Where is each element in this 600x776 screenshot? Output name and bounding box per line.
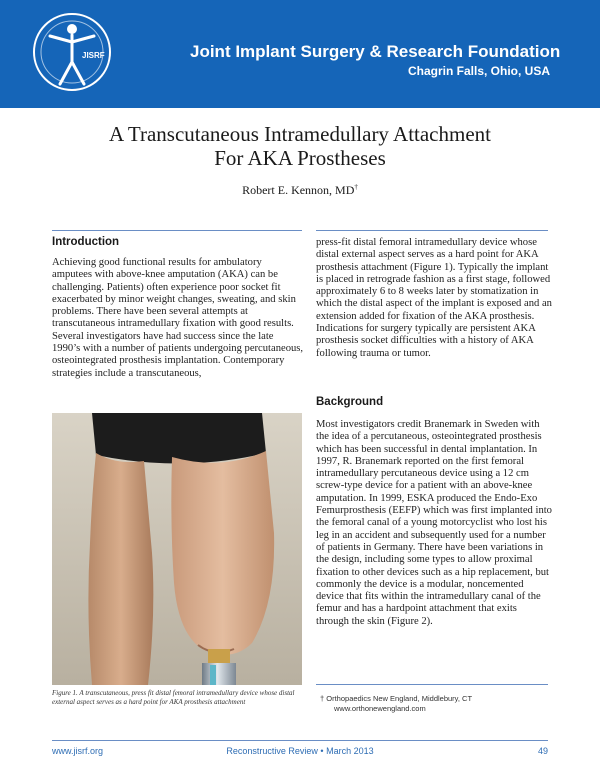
organization-name: Joint Implant Surgery & Research Foundation [190, 42, 561, 61]
footer-journal: Reconstructive Review • March 2013 [226, 746, 374, 756]
background-text: Most investigators credit Branemark in Sweden with the idea of a percutaneous, osteointegrated prosthesis which has been successful in dental implantation. In 1997, R. Branemark reported on the first femoral intramedullary percutaneous device using a 12 cm screw-type device for a patient with an above-knee amputation. In 1999, ESKA produced the Endo-Exo Femurprosthesis (EEFP) which was first implanted into the femoral canal of a young motorcyclist who lost his leg in an accident and subsequently used for a number of patients in Germany. There have been variations in the design, including some types to allow proximal fixation to other devices such as a hip replacement, but commonly the device is a modular, noncemented device that fits within the intramedullary canal of the femur and has a hardpoint attachment that exits through the skin (Figure 2). [316, 419, 552, 627]
footer-page-number: 49 [537, 746, 548, 756]
article-title [40, 122, 560, 170]
author-footnote-mark: † [354, 183, 358, 191]
title-line-2: For AKA Prostheses [214, 146, 386, 170]
amputee-leg-image [52, 413, 302, 685]
introduction-text: Achieving good functional results for ambulatory amputees with above-knee amputation (AKA) can be challenging. Patients) often experience poor socket fit exacerbated by minor weight changes, sweating, and skin problems. There have been several attempts at transcutaneous intramedullary fixation with good results. Several investigators have had success since the late 1990’s with a number of patients undergoing percutaneous, osteointegrated prosthesis implantation. Contemporary strategies include a transcutaneous, [52, 257, 304, 379]
footer-rule [52, 740, 548, 741]
footnote-mark: † [320, 694, 325, 703]
introduction-heading: Introduction [52, 236, 120, 248]
figure-1-photo [52, 413, 302, 685]
section-rule-left [52, 230, 302, 231]
svg-text:JISRF: JISRF [82, 51, 105, 60]
footnote-rule [316, 684, 548, 685]
introduction-continued-text: press-fit distal femoral intramedullary device whose distal external aspect serves as a hard point for AKA prosthesis attachment (Figure 1). Typically the implant is placed in retrograde fashion as a first stage, followed approximately 6 to 8 weeks later by stomatization in which the distal aspect of the implant is exposed and an extension added for fixation of the AKA prosthesis. Indications for surgery typically are persistent AKA prosthesis socket difficulties with a history of AKA following trauma or tumor. [316, 237, 552, 359]
author-line [40, 183, 560, 198]
title-line-1: A Transcutaneous Intramedullary Attachment [108, 122, 491, 146]
footnote-affiliation: Orthopaedics New England, Middlebury, CT [326, 694, 473, 703]
author-name: Robert E. Kennon, MD [242, 183, 355, 197]
section-rule-right [316, 230, 548, 231]
organization-location: Chagrin Falls, Ohio, USA [407, 64, 550, 78]
footer-website-link[interactable]: www.jisrf.org [52, 746, 104, 756]
footnote-url-link[interactable]: www.orthonewengland.com [334, 704, 426, 713]
figure-1-caption: Figure 1. A transcutaneous, press fit distal femoral intramedullary device whose distal external aspect serves as a hard point for AKA prosthesis attachment [52, 689, 295, 706]
author-footnote [320, 694, 472, 714]
background-heading: Background [316, 396, 384, 408]
header-banner [0, 0, 600, 108]
jisrf-logo-icon [30, 10, 114, 94]
